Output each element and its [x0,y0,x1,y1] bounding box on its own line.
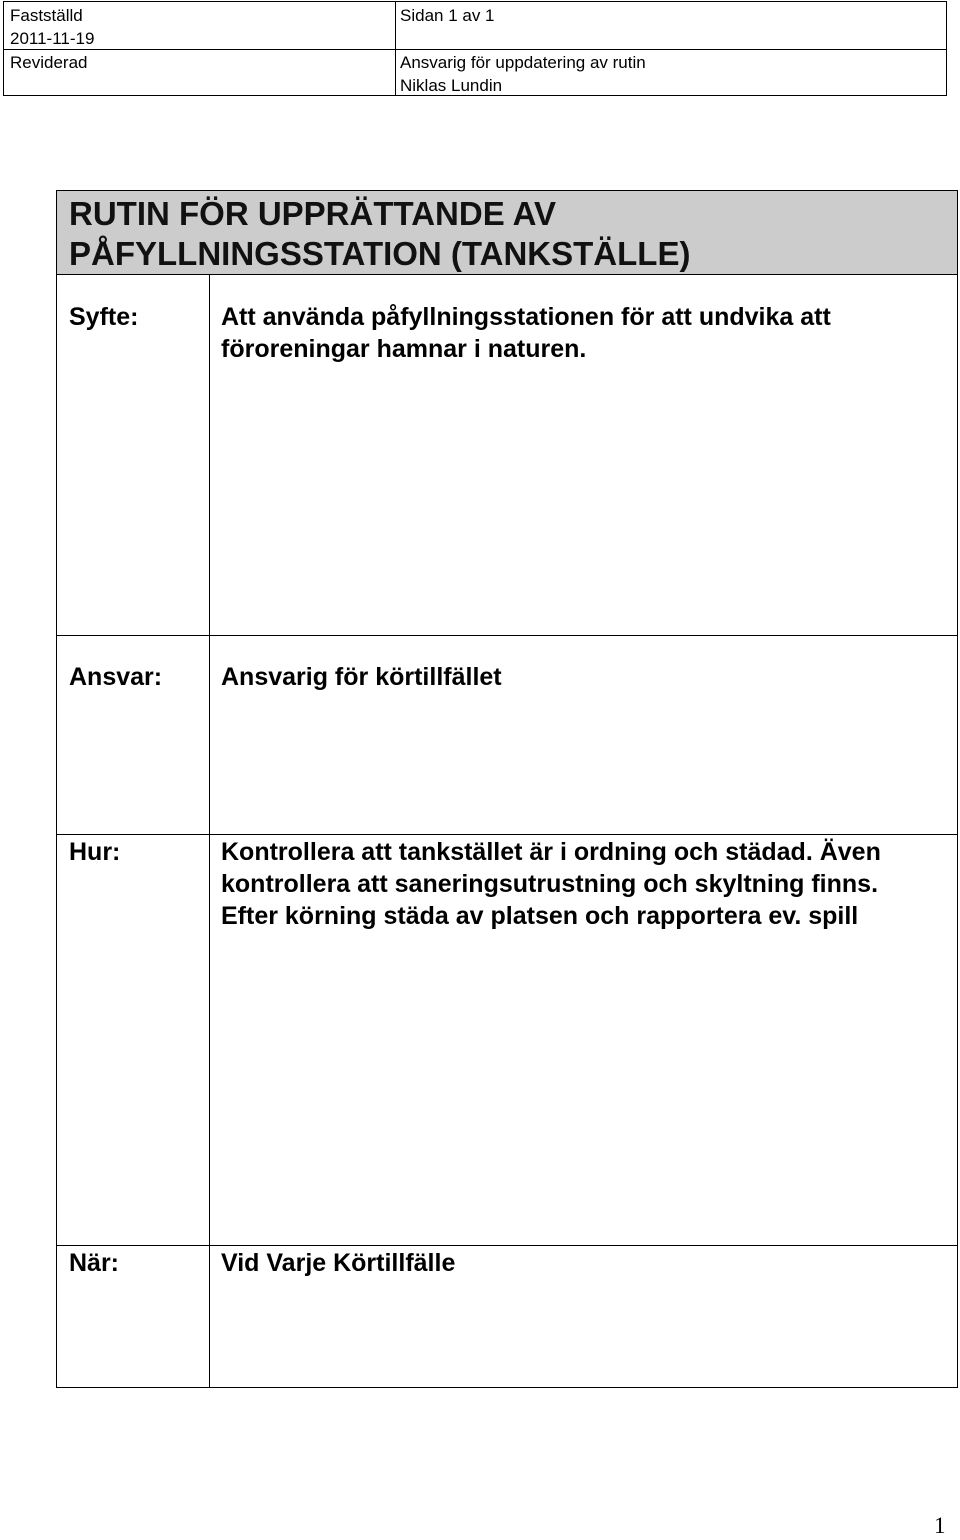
established-label: Fastställd [10,6,83,25]
responsible-label: Ansvarig för uppdatering av rutin [400,53,646,72]
routine-title-line-1: RUTIN FÖR UPPRÄTTANDE AV [69,195,557,232]
row-divider [57,834,957,835]
row-divider [57,635,957,636]
revised-cell [10,51,88,74]
routine-title [69,194,690,274]
responsibility-value: Ansvarig för körtillfället [221,663,502,691]
page-info: Sidan 1 av 1 [400,6,495,25]
purpose-value: Att använda påfyllningsstationen för att undvika att föroreningar hamnar i naturen. [221,303,831,363]
header-row-divider [4,49,946,50]
responsible-cell [400,51,646,97]
how-value: Kontrollera att tankstället är i ordning och städad. Även kontrollera att saneringsutrustning och skyltning finns. Efter körning städa av platsen och rapportera ev. spill [221,838,881,930]
responsible-name: Niklas Lundin [400,76,503,95]
routine-column-divider [209,275,210,1388]
document-header-table [3,1,947,96]
routine-table [56,190,958,1388]
revised-label: Reviderad [10,53,88,72]
established-date: 2011-11-19 [10,29,95,48]
routine-title-bar [57,191,957,275]
when-value: Vid Varje Körtillfälle [221,1249,456,1277]
purpose-label: Syfte: [69,303,139,331]
routine-title-line-2: PÅFYLLNINGSSTATION (TANKSTÄLLE) [69,235,691,272]
row-divider [57,1245,957,1246]
responsibility-label: Ansvar: [69,663,163,691]
page-number: 1 [934,1513,946,1538]
when-label: När: [69,1249,120,1277]
established-cell [10,4,94,50]
page-info-cell [400,4,495,27]
how-label: Hur: [69,838,121,866]
